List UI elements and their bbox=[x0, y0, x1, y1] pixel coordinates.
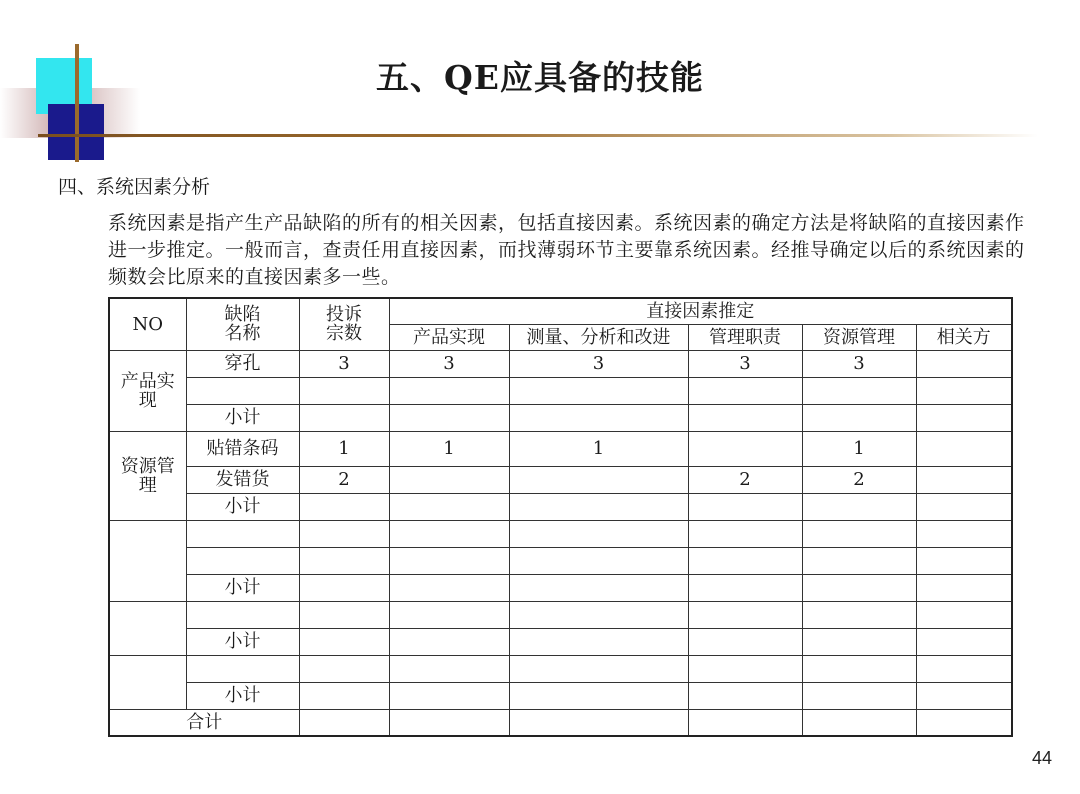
table-row bbox=[109, 520, 1012, 547]
table-row bbox=[109, 431, 1012, 466]
defect-name-cell: 贴错条码 bbox=[186, 431, 299, 466]
slide-title: 五、QE应具备的技能 bbox=[376, 58, 704, 97]
factor-value-cell bbox=[916, 377, 1012, 404]
defect-name-cell: 小计 bbox=[186, 682, 299, 709]
factor-value-cell bbox=[688, 431, 802, 466]
factor-value-cell: 3 bbox=[389, 350, 509, 377]
total-value-cell bbox=[509, 709, 688, 736]
defect-name-cell: 发错货 bbox=[186, 466, 299, 493]
total-value-cell bbox=[389, 709, 509, 736]
table-row bbox=[109, 350, 1012, 377]
factor-value-cell: 3 bbox=[509, 350, 688, 377]
factor-value-cell bbox=[802, 655, 916, 682]
factor-value-cell bbox=[688, 377, 802, 404]
factor-value-cell: 1 bbox=[802, 431, 916, 466]
factor-value-cell bbox=[509, 547, 688, 574]
factor-value-cell: 2 bbox=[802, 466, 916, 493]
factor-value-cell bbox=[916, 350, 1012, 377]
factor-value-cell bbox=[389, 655, 509, 682]
factor-value-cell bbox=[802, 377, 916, 404]
header-factor: 产品实现 bbox=[389, 324, 509, 350]
header-direct-factor-group: 直接因素推定 bbox=[389, 298, 1012, 324]
complaint-count-cell bbox=[299, 520, 389, 547]
factor-value-cell bbox=[916, 493, 1012, 520]
title-underline bbox=[38, 134, 1038, 137]
factor-value-cell bbox=[509, 466, 688, 493]
factor-value-cell bbox=[389, 466, 509, 493]
body-paragraph: 系统因素是指产生产品缺陷的所有的相关因素，包括直接因素。系统因素的确定方法是将缺陷的直接因素作进一步推定。一般而言，查责任用直接因素，而找薄弱环节主要靠系统因素。经推导确定以后的系统因素的频数会比原来的直接因素多一些。 bbox=[108, 212, 1025, 288]
table-row bbox=[109, 655, 1012, 682]
factor-value-cell bbox=[509, 404, 688, 431]
defect-name-cell bbox=[186, 547, 299, 574]
factor-value-cell bbox=[509, 493, 688, 520]
defect-name-cell: 穿孔 bbox=[186, 350, 299, 377]
complaint-count-cell bbox=[299, 377, 389, 404]
factor-value-cell: 2 bbox=[688, 466, 802, 493]
factor-value-cell bbox=[389, 574, 509, 601]
complaint-count-cell bbox=[299, 493, 389, 520]
factor-value-cell bbox=[688, 655, 802, 682]
factor-value-cell bbox=[688, 601, 802, 628]
factor-value-cell bbox=[389, 520, 509, 547]
group-name-cell: 资源管理 bbox=[109, 431, 186, 520]
factor-value-cell bbox=[688, 520, 802, 547]
factor-value-cell bbox=[916, 466, 1012, 493]
defect-name-cell bbox=[186, 601, 299, 628]
group-name-cell bbox=[109, 520, 186, 601]
header-factor: 相关方 bbox=[916, 324, 1012, 350]
header-complaint-count: 投诉宗数 bbox=[299, 298, 389, 350]
factor-value-cell bbox=[688, 547, 802, 574]
complaint-count-cell: 1 bbox=[299, 431, 389, 466]
defect-name-cell bbox=[186, 655, 299, 682]
factor-value-cell bbox=[802, 493, 916, 520]
factor-value-cell bbox=[916, 404, 1012, 431]
page-number: 44 bbox=[1031, 748, 1052, 768]
header-factor: 资源管理 bbox=[802, 324, 916, 350]
factor-value-cell bbox=[916, 520, 1012, 547]
table-row bbox=[109, 547, 1012, 574]
factor-value-cell bbox=[389, 547, 509, 574]
factor-value-cell: 3 bbox=[802, 350, 916, 377]
group-name-cell: 产品实现 bbox=[109, 350, 186, 431]
header-factor: 测量、分析和改进 bbox=[509, 324, 688, 350]
factor-value-cell bbox=[389, 682, 509, 709]
factor-value-cell bbox=[802, 601, 916, 628]
table-header-row bbox=[109, 298, 1012, 324]
table-row bbox=[109, 682, 1012, 709]
factor-value-cell: 3 bbox=[688, 350, 802, 377]
factor-value-cell bbox=[389, 493, 509, 520]
complaint-count-cell: 2 bbox=[299, 466, 389, 493]
defect-name-cell: 小计 bbox=[186, 628, 299, 655]
complaint-count-cell bbox=[299, 628, 389, 655]
complaint-count-cell bbox=[299, 404, 389, 431]
factor-value-cell bbox=[688, 628, 802, 655]
complaint-count-cell bbox=[299, 655, 389, 682]
factor-value-cell bbox=[509, 628, 688, 655]
factor-value-cell bbox=[802, 404, 916, 431]
factor-value-cell bbox=[916, 628, 1012, 655]
defect-name-cell: 小计 bbox=[186, 574, 299, 601]
defect-name-cell: 小计 bbox=[186, 493, 299, 520]
factor-value-cell bbox=[509, 682, 688, 709]
factor-value-cell bbox=[389, 404, 509, 431]
factor-value-cell bbox=[509, 655, 688, 682]
factor-value-cell bbox=[802, 520, 916, 547]
defect-name-cell bbox=[186, 377, 299, 404]
factor-value-cell bbox=[509, 520, 688, 547]
factor-value-cell bbox=[509, 601, 688, 628]
factor-value-cell: 1 bbox=[509, 431, 688, 466]
total-value-cell bbox=[802, 709, 916, 736]
factor-value-cell bbox=[802, 547, 916, 574]
factor-value-cell bbox=[802, 574, 916, 601]
factor-value-cell bbox=[916, 547, 1012, 574]
table-row bbox=[109, 377, 1012, 404]
factor-value-cell bbox=[389, 377, 509, 404]
factor-value-cell bbox=[916, 682, 1012, 709]
complaint-count-cell bbox=[299, 682, 389, 709]
factor-value-cell bbox=[916, 655, 1012, 682]
system-factor-table bbox=[108, 297, 1013, 737]
factor-value-cell bbox=[688, 682, 802, 709]
table-row bbox=[109, 466, 1012, 493]
header-defect-name: 缺陷名称 bbox=[186, 298, 299, 350]
table-row bbox=[109, 628, 1012, 655]
total-label-cell: 合计 bbox=[109, 709, 299, 736]
table-row bbox=[109, 404, 1012, 431]
factor-value-cell bbox=[916, 431, 1012, 466]
table-row bbox=[109, 493, 1012, 520]
factor-value-cell bbox=[688, 404, 802, 431]
group-name-cell bbox=[109, 655, 186, 709]
group-name-cell bbox=[109, 601, 186, 655]
complaint-count-cell bbox=[299, 547, 389, 574]
factor-value-cell bbox=[509, 377, 688, 404]
complaint-count-cell bbox=[299, 574, 389, 601]
header-factor: 管理职责 bbox=[688, 324, 802, 350]
factor-value-cell bbox=[802, 682, 916, 709]
factor-value-cell: 1 bbox=[389, 431, 509, 466]
section-heading: 四、系统因素分析 bbox=[58, 176, 211, 198]
complaint-count-cell: 3 bbox=[299, 350, 389, 377]
defect-name-cell: 小计 bbox=[186, 404, 299, 431]
defect-name-cell bbox=[186, 520, 299, 547]
table-row bbox=[109, 574, 1012, 601]
complaint-count-cell bbox=[299, 601, 389, 628]
total-value-cell bbox=[299, 709, 389, 736]
total-value-cell bbox=[916, 709, 1012, 736]
factor-value-cell bbox=[389, 628, 509, 655]
factor-value-cell bbox=[802, 628, 916, 655]
total-value-cell bbox=[688, 709, 802, 736]
table-total-row bbox=[109, 709, 1012, 736]
factor-value-cell bbox=[916, 574, 1012, 601]
table-row bbox=[109, 601, 1012, 628]
factor-value-cell bbox=[688, 574, 802, 601]
factor-value-cell bbox=[916, 601, 1012, 628]
factor-value-cell bbox=[688, 493, 802, 520]
factor-value-cell bbox=[509, 574, 688, 601]
factor-value-cell bbox=[389, 601, 509, 628]
header-no: NO bbox=[109, 298, 186, 350]
